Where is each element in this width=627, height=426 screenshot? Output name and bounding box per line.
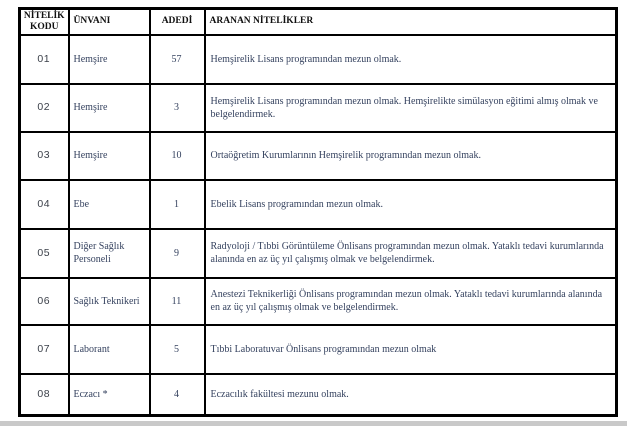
cell-code: 05 [20, 229, 69, 278]
header-adedi: ADEDİ [150, 9, 205, 35]
cell-code: 06 [20, 278, 69, 325]
cell-count: 5 [150, 325, 205, 374]
cell-count: 4 [150, 374, 205, 416]
cell-title: Ebe [69, 180, 150, 229]
cell-requirements: Hemşirelik Lisans programından mezun olmak. [205, 35, 617, 84]
page-bottom-edge [0, 421, 627, 426]
cell-code: 03 [20, 132, 69, 180]
table-row [20, 278, 617, 325]
cell-code: 01 [20, 35, 69, 84]
qualifications-table [18, 7, 618, 417]
cell-requirements: Tıbbi Laboratuvar Önlisans programından mezun olmak [205, 325, 617, 374]
table-row [20, 180, 617, 229]
table-row [20, 132, 617, 180]
cell-requirements: Eczacılık fakültesi mezunu olmak. [205, 374, 617, 416]
cell-title: Laborant [69, 325, 150, 374]
table-row [20, 229, 617, 278]
cell-code: 04 [20, 180, 69, 229]
header-aranan-nitelikler: ARANAN NİTELİKLER [205, 9, 617, 35]
cell-count: 10 [150, 132, 205, 180]
cell-requirements: Hemşirelik Lisans programından mezun olmak. Hemşirelikte simülasyon eğitimi almış olmak ve belgelendirmek. [205, 84, 617, 132]
cell-title: Hemşire [69, 84, 150, 132]
cell-requirements: Radyoloji / Tıbbi Görüntüleme Önlisans programından mezun olmak. Yataklı tedavi kurumlarında alanında en az üç yıl çalışmış olmak ve belgelendirmek. [205, 229, 617, 278]
cell-count: 3 [150, 84, 205, 132]
cell-code: 07 [20, 325, 69, 374]
table-header-row [20, 9, 617, 35]
cell-count: 9 [150, 229, 205, 278]
cell-title: Sağlık Teknikeri [69, 278, 150, 325]
cell-requirements: Anestezi Teknikerliği Önlisans programından mezun olmak. Yataklı tedavi kurumlarında alanında en az üç yıl çalışmış olmak ve belgelendirmek. [205, 278, 617, 325]
table-row [20, 374, 617, 416]
header-nitelik-kodu: NİTELİK KODU [20, 9, 69, 35]
table-row [20, 35, 617, 84]
cell-title: Diğer Sağlık Personeli [69, 229, 150, 278]
cell-title: Hemşire [69, 132, 150, 180]
table-row [20, 325, 617, 374]
cell-count: 1 [150, 180, 205, 229]
table-row [20, 84, 617, 132]
cell-title: Hemşire [69, 35, 150, 84]
cell-code: 02 [20, 84, 69, 132]
header-unvani: ÜNVANI [69, 9, 150, 35]
cell-requirements: Ebelik Lisans programından mezun olmak. [205, 180, 617, 229]
cell-count: 11 [150, 278, 205, 325]
cell-code: 08 [20, 374, 69, 416]
cell-count: 57 [150, 35, 205, 84]
cell-title: Eczacı * [69, 374, 150, 416]
cell-requirements: Ortaöğretim Kurumlarının Hemşirelik programından mezun olmak. [205, 132, 617, 180]
